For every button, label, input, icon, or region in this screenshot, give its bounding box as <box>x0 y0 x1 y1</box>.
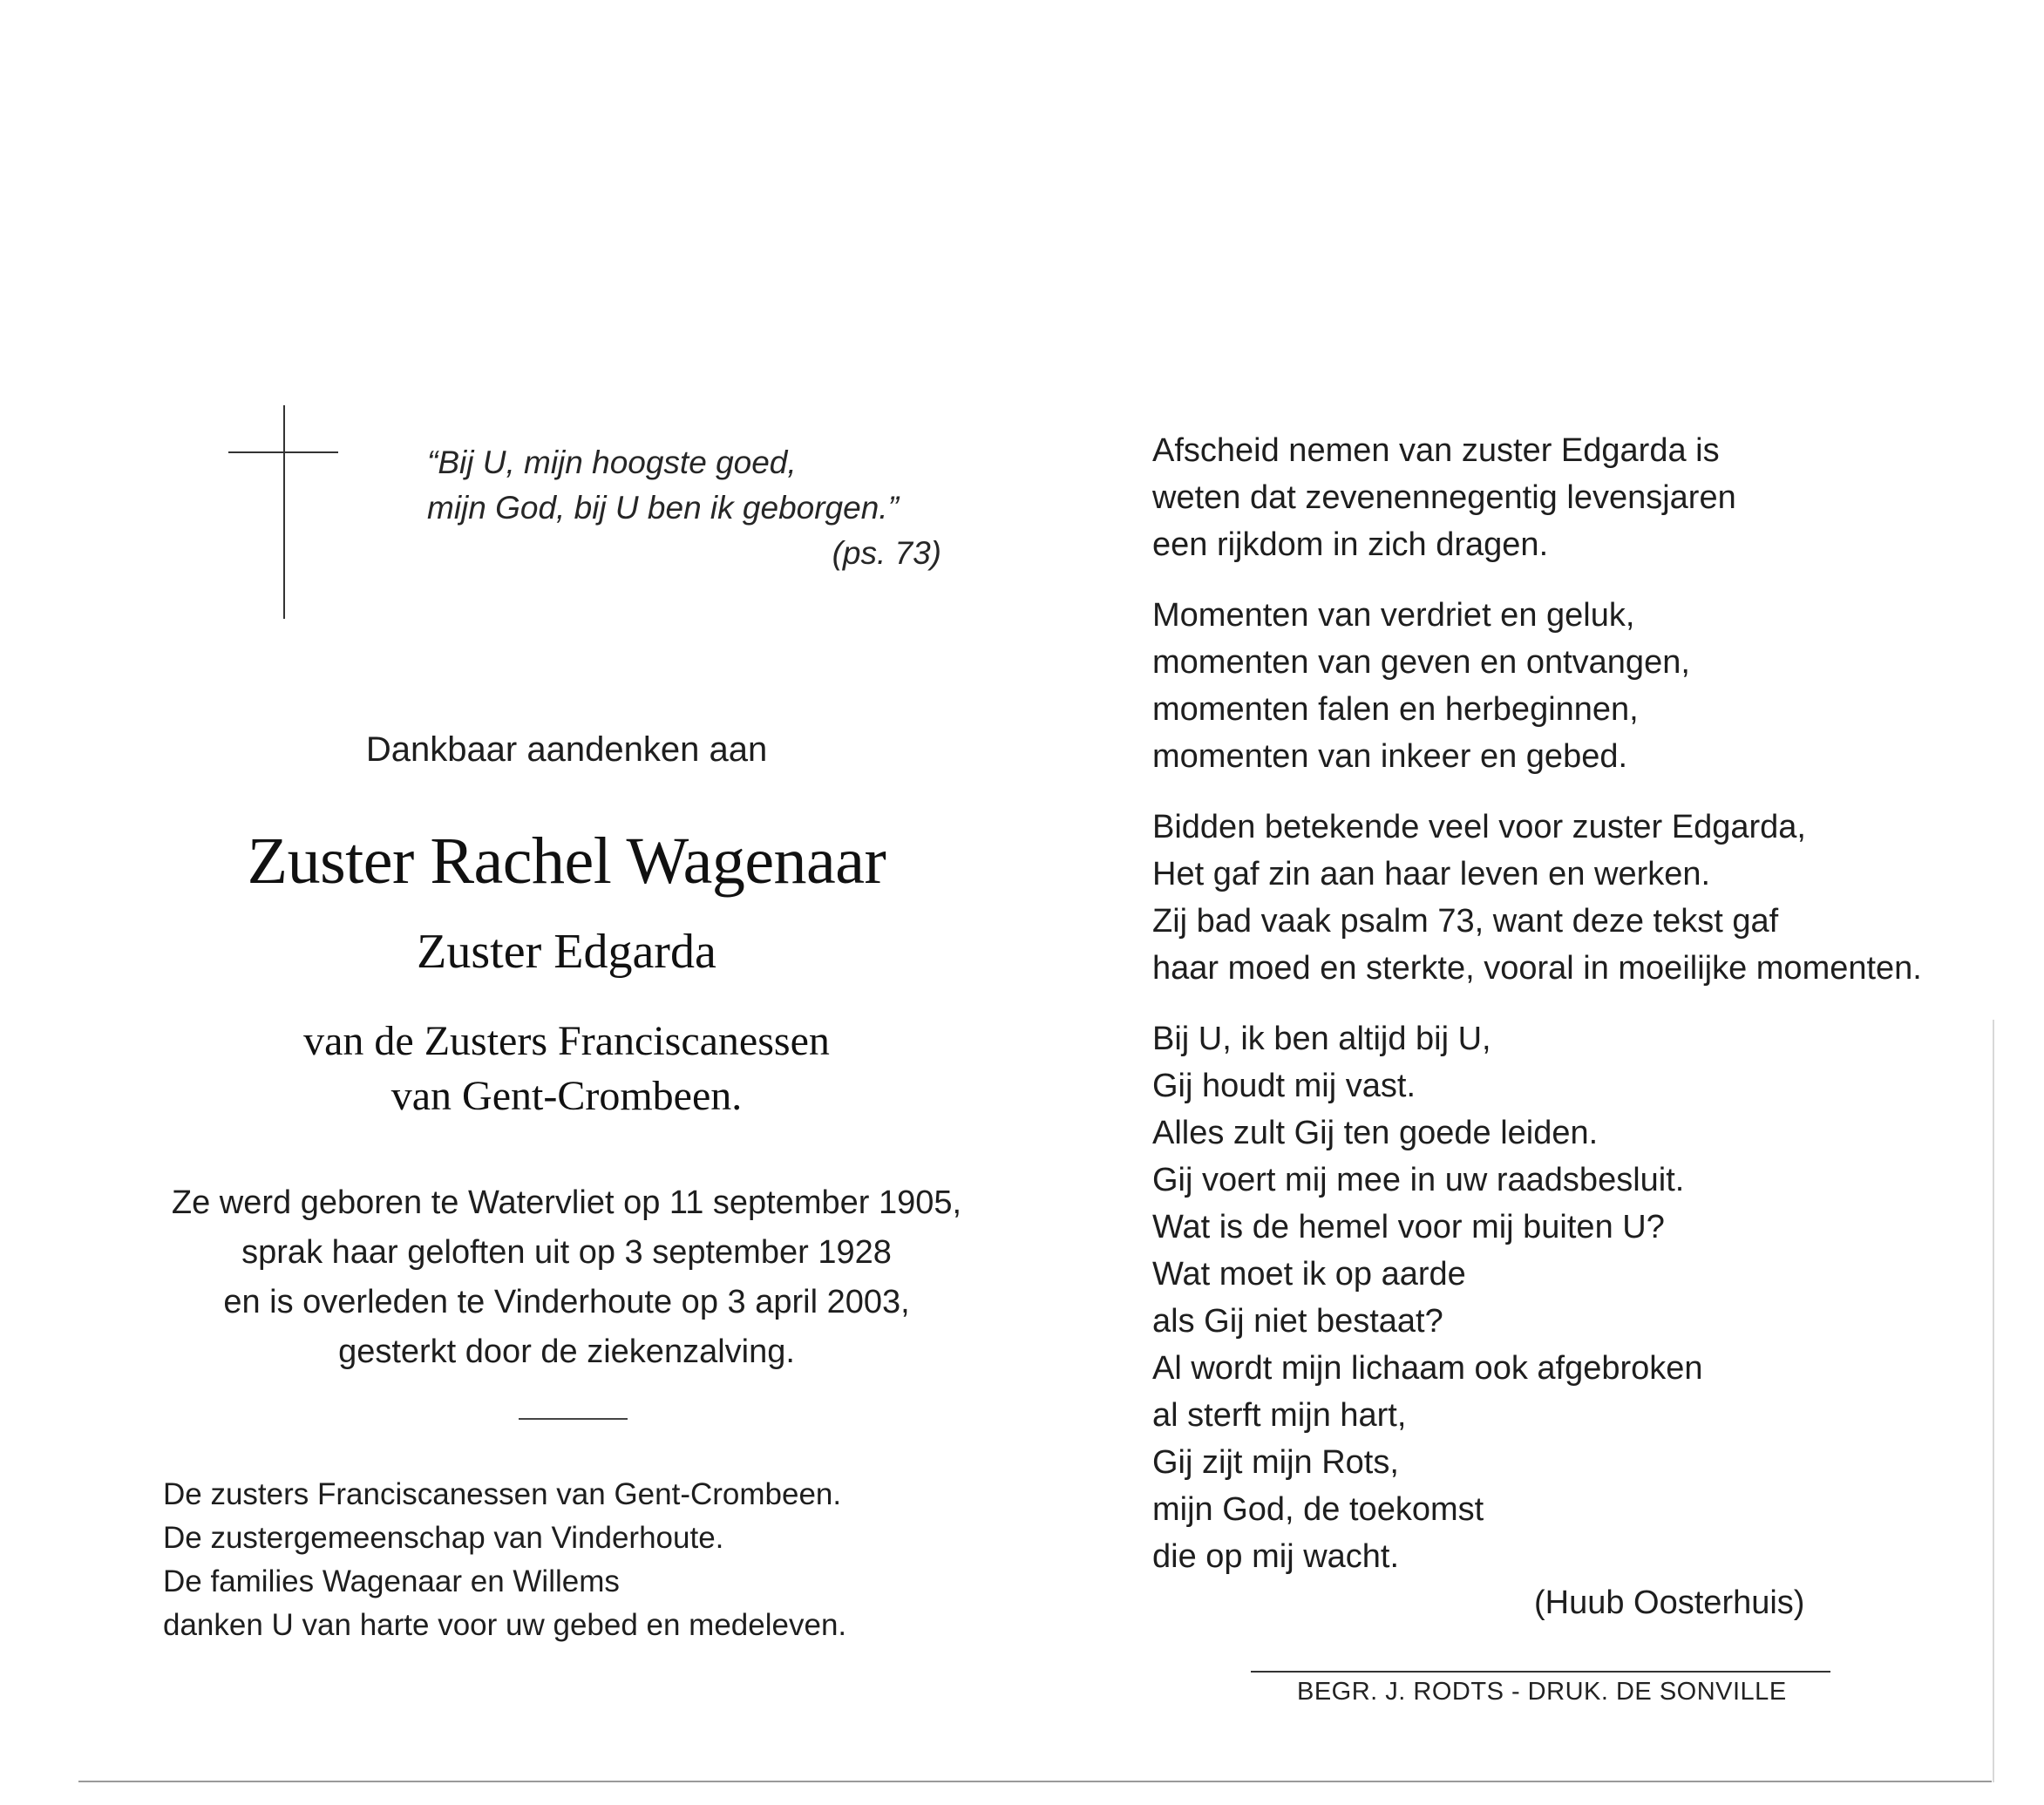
thanks-line: De zusters Franciscanessen van Gent-Crombeen. <box>163 1477 842 1511</box>
poem-author: (Huub Oosterhuis) <box>1534 1584 1805 1621</box>
order-line: van Gent-Crombeen. <box>390 1073 743 1119</box>
poem-line: een rijkdom in zich dragen. <box>1152 526 1549 563</box>
poem-line: Momenten van verdriet en geluk, <box>1152 597 1635 634</box>
religious-name: Zuster Edgarda <box>417 925 716 979</box>
poem-line: Wat is de hemel voor mij buiten U? <box>1152 1209 1665 1245</box>
poem-stanza <box>1152 804 1980 992</box>
poem-line: Alles zult Gij ten goede leiden. <box>1152 1115 1599 1151</box>
poem-line: mijn God, de toekomst <box>1152 1491 1484 1528</box>
epigraph-reference: (ps. 73) <box>832 535 941 571</box>
poem-line: momenten van inkeer en gebed. <box>1152 738 1628 775</box>
epigraph-line: “Bij U, mijn hoogste goed, <box>427 444 797 480</box>
religious-order <box>131 1014 1002 1123</box>
poem-stanza <box>1152 1015 1980 1580</box>
printer-rule <box>1251 1671 1830 1673</box>
cross-icon-bar <box>228 451 338 453</box>
printer-credit: BEGR. J. RODTS - DRUK. DE SONVILLE <box>1297 1678 1787 1706</box>
poem-line: die op mij wacht. <box>1152 1538 1400 1575</box>
poem-line: momenten van geven en ontvangen, <box>1152 644 1690 681</box>
bio-line: Ze werd geboren te Watervliet op 11 september 1905, <box>171 1184 962 1221</box>
poem-line: momenten falen en herbeginnen, <box>1152 691 1639 728</box>
cross-icon <box>283 405 285 619</box>
bio-line: gesterkt door de ziekenzalving. <box>338 1333 795 1370</box>
divider <box>519 1418 628 1420</box>
poem-line: Gij voert mij mee in uw raadsbesluit. <box>1152 1162 1685 1198</box>
poem-line: Gij zijt mijn Rots, <box>1152 1444 1399 1481</box>
thanks-line: De families Wagenaar en Willems <box>163 1564 620 1598</box>
thanks <box>163 1473 947 1647</box>
poem-line: Gij houdt mij vast. <box>1152 1068 1416 1104</box>
dedication: Dankbaar aandenken aan <box>365 730 768 769</box>
poem-line: Zij bad vaak psalm 73, want deze tekst gaf <box>1152 903 1779 940</box>
poem-line: Bij U, ik ben altijd bij U, <box>1152 1021 1491 1057</box>
poem-line: Al wordt mijn lichaam ook afgebroken <box>1152 1350 1703 1387</box>
poem-line: Bidden betekende veel voor zuster Edgarda, <box>1152 809 1806 845</box>
card-bottom-edge <box>78 1781 1992 1782</box>
thanks-line: De zustergemeenschap van Vinderhoute. <box>163 1521 724 1555</box>
bio-line: sprak haar geloften uit op 3 september 1928 <box>241 1234 892 1271</box>
poem-line: Afscheid nemen van zuster Edgarda is <box>1152 432 1720 469</box>
card-right-edge <box>1993 1020 1994 1782</box>
epigraph-line: mijn God, bij U ben ik geborgen.” <box>427 490 899 526</box>
order-line: van de Zusters Franciscanessen <box>303 1018 830 1064</box>
epigraph <box>427 440 950 576</box>
poem-stanza <box>1152 592 1980 780</box>
poem-line: al sterft mijn hart, <box>1152 1397 1407 1434</box>
poem-line: als Gij niet bestaat? <box>1152 1303 1443 1340</box>
deceased-name: Zuster Rachel Wagenaar <box>247 824 886 898</box>
poem-line: weten dat zevenennegentig levensjaren <box>1152 479 1736 516</box>
poem-stanza <box>1152 427 1980 568</box>
poem <box>1152 427 1980 1580</box>
poem-line: Wat moet ik op aarde <box>1152 1256 1466 1293</box>
poem-line: Het gaf zin aan haar leven en werken. <box>1152 856 1711 892</box>
poem-line: haar moed en sterkte, vooral in moeilijke momenten. <box>1152 950 1922 987</box>
thanks-line: danken U van harte voor uw gebed en medeleven. <box>163 1608 847 1642</box>
bio-line: en is overleden te Vinderhoute op 3 april 2003, <box>223 1284 910 1320</box>
biography <box>131 1178 1002 1377</box>
